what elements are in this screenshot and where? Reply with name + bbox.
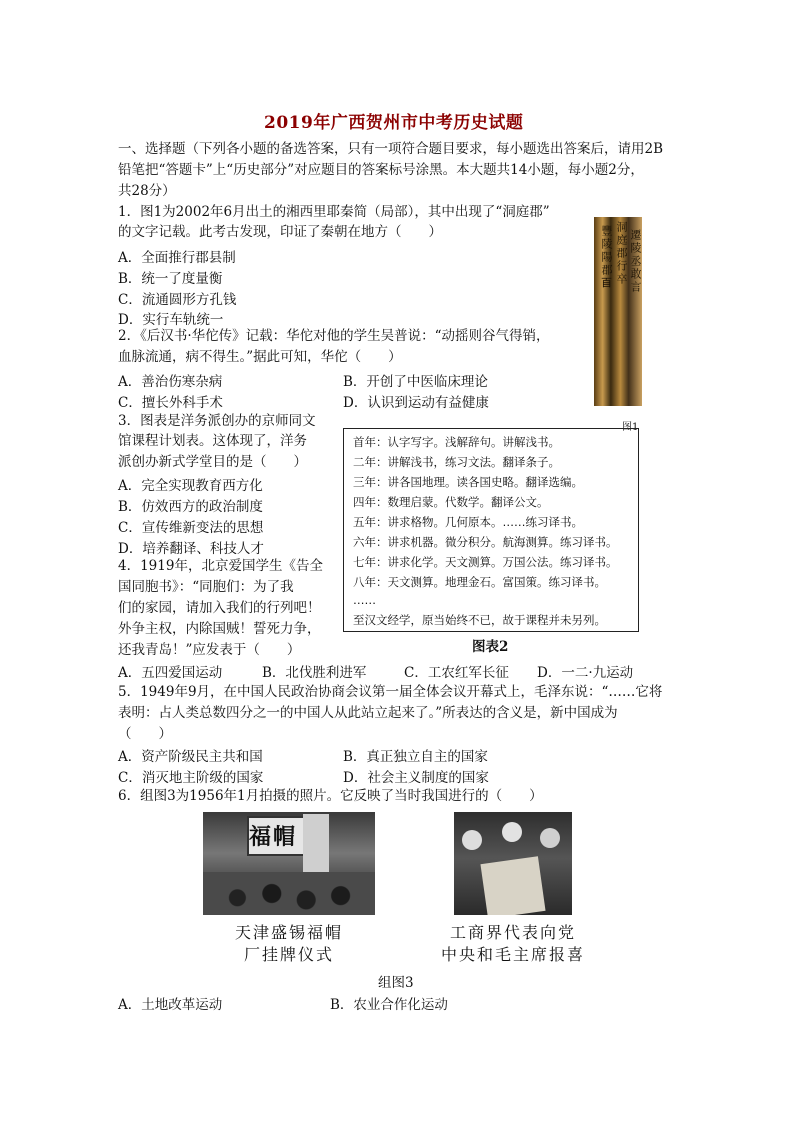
table-row: ……: [353, 593, 376, 607]
question-4-stem: 4．1919年，北京爱国学生《告全: [118, 558, 323, 574]
q6-option-b: B．农业合作化运动: [330, 997, 448, 1013]
curriculum-table: [343, 428, 639, 632]
table-row: 八年：天文测算。地理金石。富国策。练习译书。: [353, 575, 606, 589]
question-5-stem: （ ）: [118, 726, 172, 742]
merchants-report-photo: [454, 812, 572, 915]
q1-option-b: B．统一了度量衡: [118, 271, 223, 287]
question-3-stem: 派创办新式学堂目的是（ ）: [118, 454, 307, 470]
q4-option-d: D．一二·九运动: [537, 665, 634, 681]
question-1-stem: 1．图1为2002年6月出土的湘西里耶秦简（局部），其中出现了“洞庭郡”: [118, 204, 550, 220]
table-row: 三年：讲各国地理。读各国史略。翻译选编。: [353, 475, 583, 489]
q3-option-c: C．宣传维新变法的思想: [118, 520, 264, 536]
q2-option-d: D．认识到运动有益健康: [343, 395, 489, 411]
qin-bamboo-slip-image: 豐陵陽郡𦣻 洞庭郡行卒 遷陵丞敢言: [594, 217, 642, 406]
question-1-stem: 的文字记载。此考古发现，印证了秦朝在地方（ ）: [118, 224, 442, 240]
photo-1-caption: 天津盛锡福帽 厂挂牌仪式: [234, 923, 343, 964]
question-2-stem: 2．《后汉书·华佗传》记载：华佗对他的学生吴普说：“动摇则谷气得销，: [118, 328, 550, 344]
q3-option-b: B．仿效西方的政治制度: [118, 499, 263, 515]
q2-option-c: C．擅长外科手术: [118, 395, 223, 411]
group-figure-caption: 组图3: [378, 975, 414, 991]
q1-option-a: A．全面推行郡县制: [118, 250, 236, 266]
table-row: 至汉文经学，原当始终不已，故于课程并未另列。: [353, 613, 606, 627]
q5-option-a: A．资产阶级民主共和国: [118, 749, 263, 765]
photo-2-caption: 工商界代表向党 中央和毛主席报喜: [440, 923, 585, 964]
question-2-stem: 血脉流通，病不得生。”据此可知，华佗（ ）: [118, 349, 402, 365]
q4-option-a: A．五四爱国运动: [118, 665, 223, 681]
table-row: 六年：讲求机器。微分积分。航海测算。练习译书。: [353, 535, 618, 549]
q5-option-b: B．真正独立自主的国家: [343, 749, 488, 765]
q5-option-d: D．社会主义制度的国家: [343, 770, 489, 786]
q2-option-a: A．善治伤寒杂病: [118, 374, 223, 390]
question-4-stem: 国同胞书》：“同胞们：为了我: [118, 579, 294, 595]
question-3-stem: 3．图表是洋务派创办的京师同文: [118, 413, 316, 429]
table-row: 四年：数理启蒙。代数学。翻译公文。: [353, 495, 549, 509]
q3-option-a: A．完全实现教育西方化: [118, 478, 263, 494]
question-4-stem: 外争主权，内除国贼！誓死力争，: [118, 621, 321, 637]
section-intro-line: 铅笔把“答题卡”上“历史部分”对应题目的答案标号涂黑。本大题共14小题，每小题2分，: [118, 162, 644, 178]
table-row: 五年：讲求格物。几何原本。……练习译书。: [353, 515, 583, 529]
page-title: 2019年广西贺州市中考历史试题: [264, 113, 524, 133]
q3-option-d: D．培养翻译、科技人才: [118, 541, 264, 557]
question-6-stem: 6．组图3为1956年1月拍摄的照片。它反映了当时我国进行的（ ）: [118, 788, 543, 804]
shop-sign-text: 福帽: [249, 824, 298, 850]
q1-option-c: C．流通圆形方孔钱: [118, 292, 237, 308]
question-5-stem: 5．1949年9月，在中国人民政治协商会议第一届全体会议开幕式上，毛泽东说：“……它将: [118, 684, 663, 700]
table-row: 七年：讲求化学。天文测算。万国公法。练习译书。: [353, 555, 618, 569]
q6-option-a: A．土地改革运动: [118, 997, 223, 1013]
q2-option-b: B．开创了中医临床理论: [343, 374, 488, 390]
question-3-stem: 馆课程计划表。这体现了，洋务: [118, 433, 307, 449]
q5-option-c: C．消灭地主阶级的国家: [118, 770, 264, 786]
question-4-stem: 们的家园，请加入我们的行列吧！: [118, 600, 321, 616]
question-4-stem: 还我青岛！”应发表于（ ）: [118, 642, 301, 658]
table-caption: 图表2: [472, 639, 509, 655]
section-intro-line: 共28分）: [118, 183, 176, 199]
question-5-stem: 表明：占人类总数四分之一的中国人从此站立起来了。”所表达的含义是，新中国成为: [118, 705, 618, 721]
table-row: 首年：认字写字。浅解辞句。讲解浅书。: [353, 435, 560, 449]
q4-option-c: C．工农红军长征: [404, 665, 509, 681]
q4-option-b: B．北伐胜利进军: [262, 665, 367, 681]
hat-factory-ceremony-photo: [203, 812, 375, 915]
figure-1-label: 图1: [622, 422, 639, 433]
table-row: 二年：讲解浅书，练习文法。翻译条子。: [353, 455, 560, 469]
q1-option-d: D．实行车轨统一: [118, 312, 224, 328]
section-intro-line: 一、选择题（下列各小题的备选答案，只有一项符合题目要求，每小题选出答案后，请用2B: [118, 141, 664, 157]
